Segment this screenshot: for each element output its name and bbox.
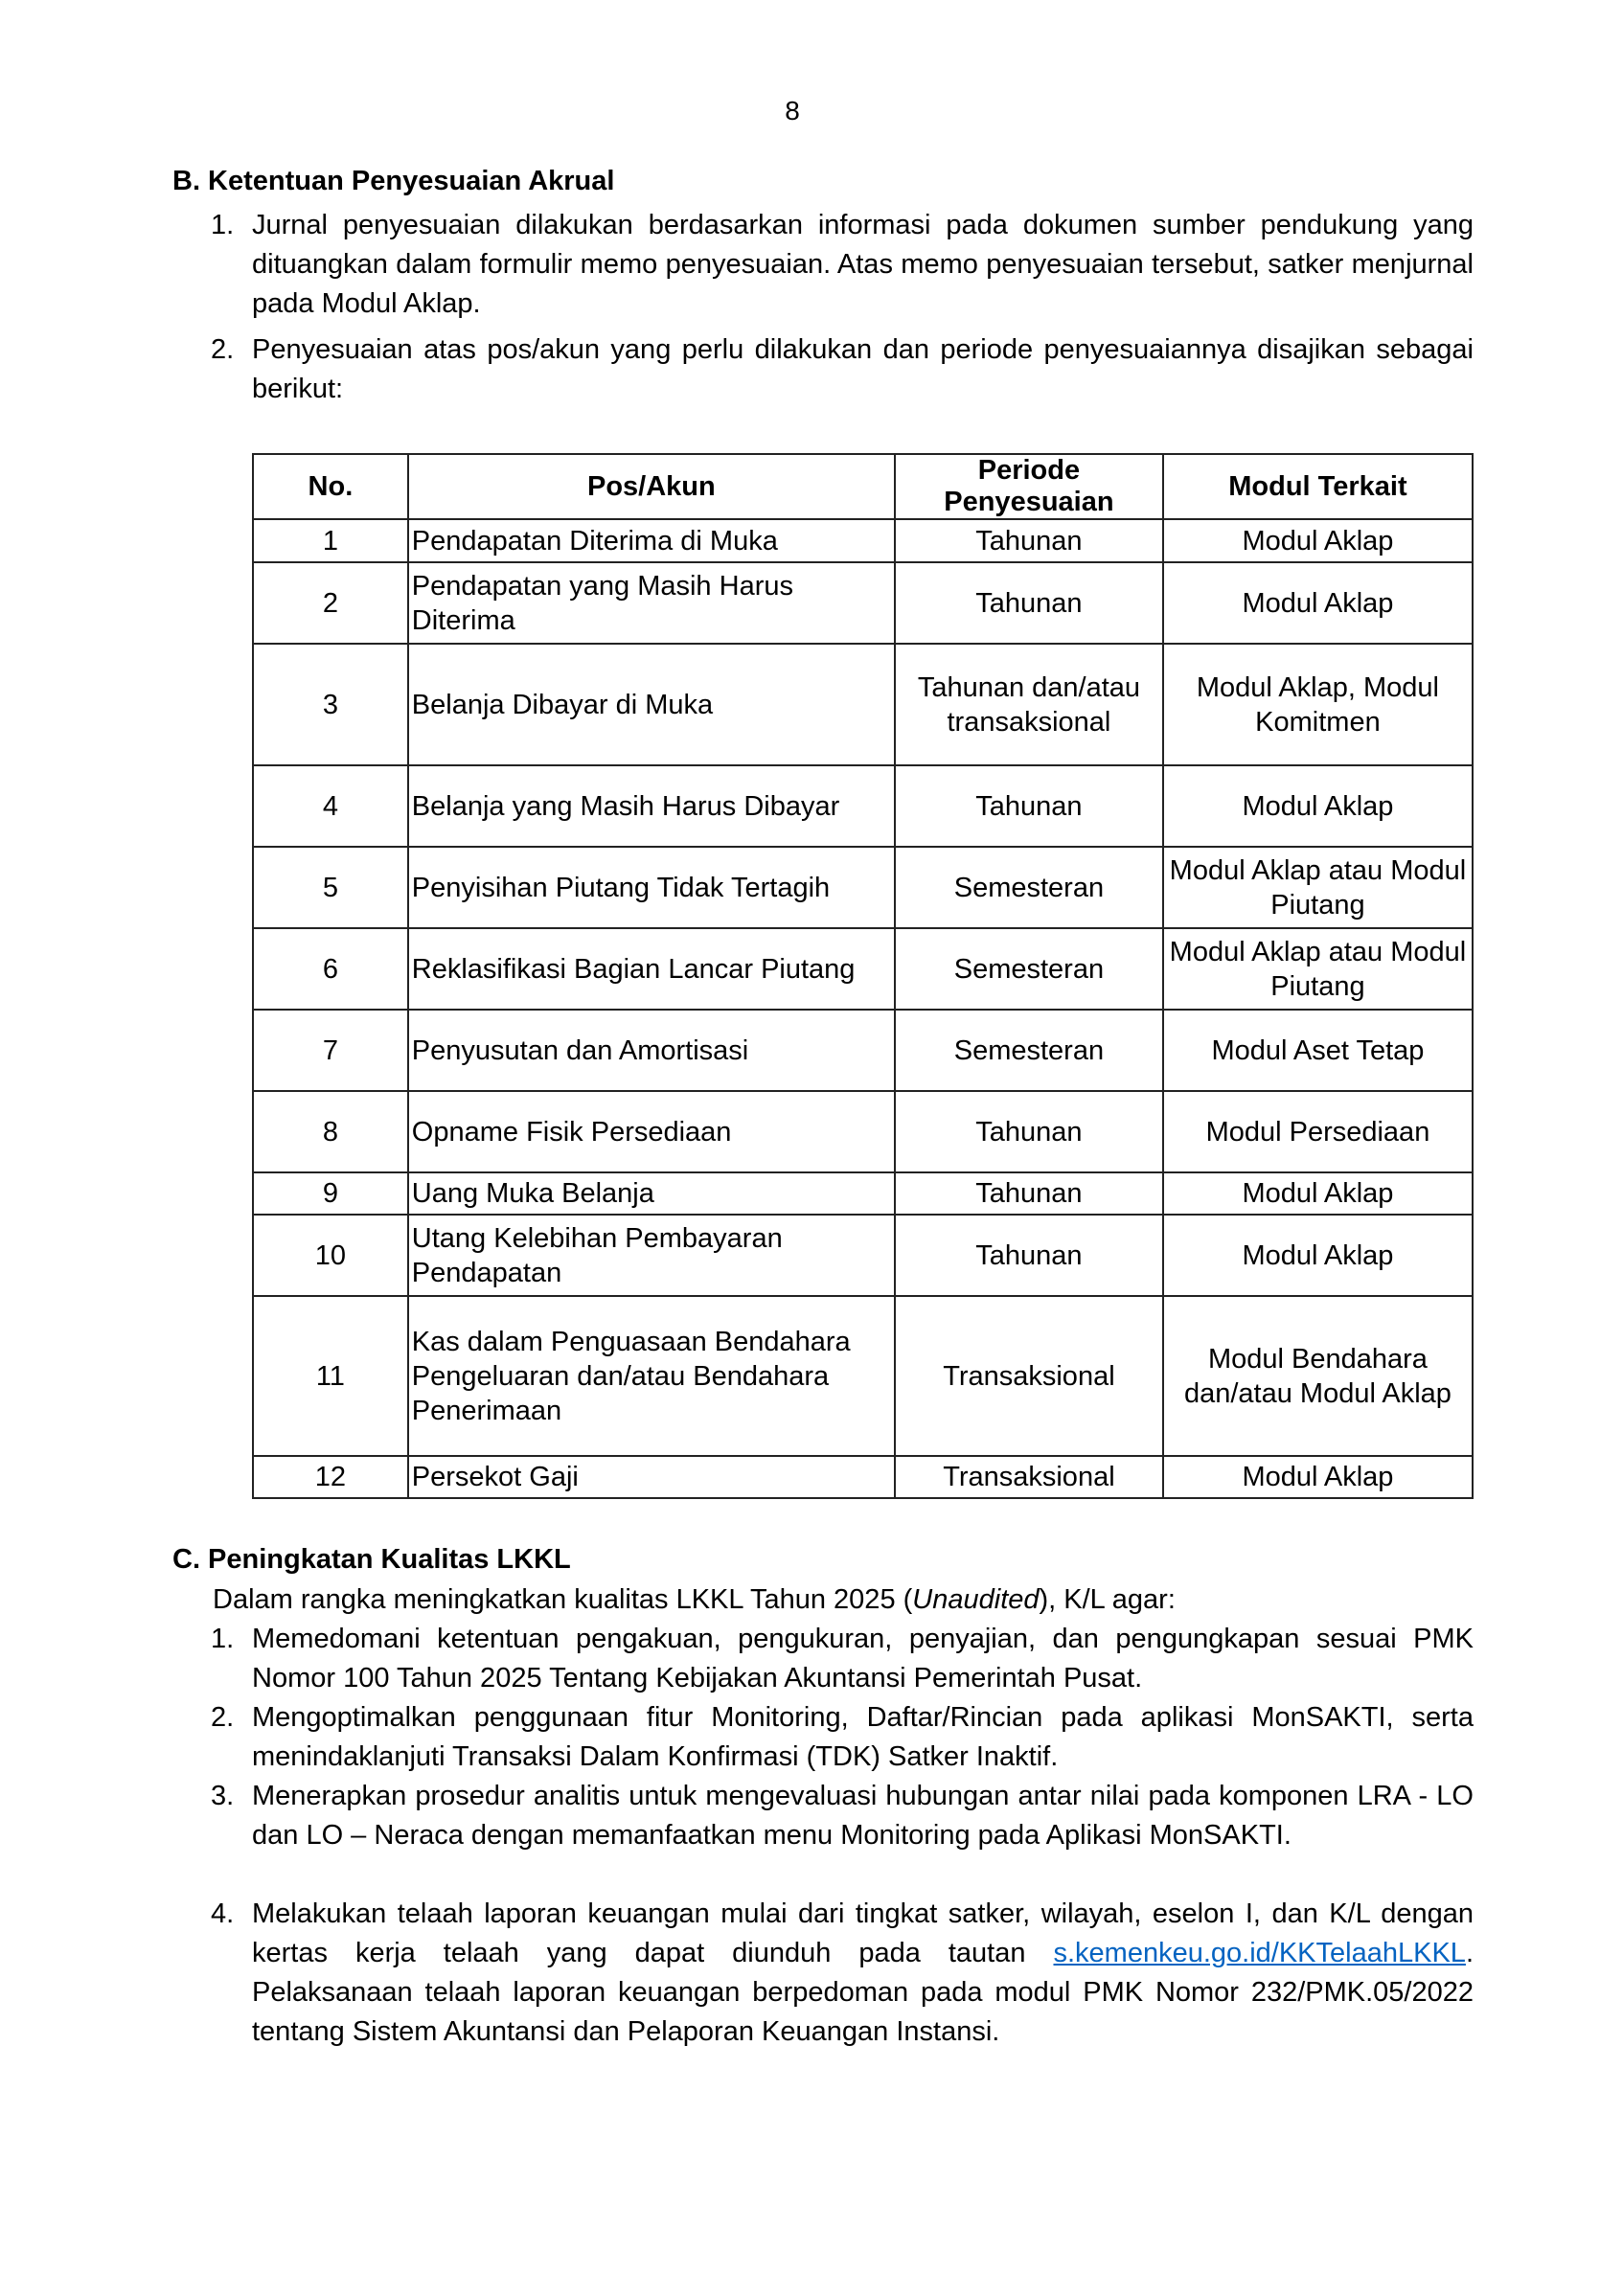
- item-text: Mengoptimalkan penggunaan fitur Monitoring, Daftar/Rincian pada aplikasi MonSAKTI, serta menindaklanjuti Transaksi Dalam Konfirmasi (TDK) Satker Inaktif.: [252, 1702, 1474, 1772]
- cell-periode: Tahunan: [895, 562, 1163, 644]
- table-row: [253, 1010, 1473, 1091]
- table-row: [253, 847, 1473, 928]
- cell-no: 1: [253, 519, 408, 562]
- cell-modul: Modul Bendahara dan/atau Modul Aklap: [1163, 1296, 1473, 1456]
- cell-modul: Modul Aklap: [1163, 1215, 1473, 1296]
- table-row: [253, 1215, 1473, 1296]
- cell-periode: Transaksional: [895, 1296, 1163, 1456]
- item-number: 1.: [211, 210, 235, 240]
- item-number: 2.: [211, 1702, 235, 1733]
- section-b-item-1: [211, 206, 1474, 324]
- cell-modul: Modul Aklap: [1163, 765, 1473, 847]
- cell-periode: Semesteran: [895, 847, 1163, 928]
- cell-modul: Modul Persediaan: [1163, 1091, 1473, 1172]
- table-header-row: [253, 454, 1473, 519]
- cell-no: 11: [253, 1296, 408, 1456]
- section-c-item-1: [211, 1620, 1474, 1698]
- cell-periode: Transaksional: [895, 1456, 1163, 1498]
- cell-no: 10: [253, 1215, 408, 1296]
- cell-pos-akun: Kas dalam Penguasaan Bendahara Pengeluaran dan/atau Bendahara Penerimaan: [408, 1296, 895, 1456]
- table-row: [253, 1296, 1473, 1456]
- item-text: Memedomani ketentuan pengakuan, pengukuran, penyajian, dan pengungkapan sesuai PMK Nomor 100 Tahun 2025 Tentang Kebijakan Akuntansi Pemerintah Pusat.: [252, 1624, 1474, 1694]
- table-row: [253, 519, 1473, 562]
- table-row: [253, 765, 1473, 847]
- item-number: 3.: [211, 1781, 235, 1811]
- section-b-heading: B. Ketentuan Penyesuaian Akrual: [172, 166, 615, 196]
- cell-pos-akun: Utang Kelebihan Pembayaran Pendapatan: [408, 1215, 895, 1296]
- intro-text-end: ), K/L agar:: [1039, 1584, 1176, 1615]
- table-row: [253, 1456, 1473, 1498]
- table-row: [253, 562, 1473, 644]
- cell-pos-akun: Uang Muka Belanja: [408, 1172, 895, 1215]
- header-periode: Periode Penyesuaian: [895, 454, 1163, 519]
- item-number: 4.: [211, 1898, 235, 1929]
- adjustment-table: [252, 453, 1474, 1499]
- table-row: [253, 1091, 1473, 1172]
- cell-modul: Modul Aklap, Modul Komitmen: [1163, 644, 1473, 765]
- intro-text: Dalam rangka meningkatkan kualitas LKKL Tahun 2025 (: [213, 1584, 913, 1615]
- cell-no: 12: [253, 1456, 408, 1498]
- cell-no: 6: [253, 928, 408, 1010]
- item-number: 1.: [211, 1624, 235, 1654]
- cell-pos-akun: Belanja Dibayar di Muka: [408, 644, 895, 765]
- item-text: Penyesuaian atas pos/akun yang perlu dilakukan dan periode penyesuaiannya disajikan sebagai berikut:: [252, 334, 1474, 404]
- cell-pos-akun: Belanja yang Masih Harus Dibayar: [408, 765, 895, 847]
- item-text: Jurnal penyesuaian dilakukan berdasarkan informasi pada dokumen sumber pendukung yang dituangkan dalam formulir memo penyesuaian. Atas memo penyesuaian tersebut, satker menjurnal pada Modul Aklap.: [252, 210, 1474, 319]
- cell-no: 3: [253, 644, 408, 765]
- cell-modul: Modul Aklap: [1163, 1172, 1473, 1215]
- cell-periode: Semesteran: [895, 928, 1163, 1010]
- section-c-item-3: [211, 1777, 1474, 1855]
- cell-pos-akun: Reklasifikasi Bagian Lancar Piutang: [408, 928, 895, 1010]
- section-c-item-2: [211, 1698, 1474, 1777]
- cell-no: 7: [253, 1010, 408, 1091]
- section-c-heading: C. Peningkatan Kualitas LKKL: [172, 1544, 571, 1575]
- cell-modul: Modul Aklap: [1163, 519, 1473, 562]
- item-text-end: . Pelaksanaan telaah laporan keuangan berpedoman pada modul PMK Nomor 232/PMK.05/2022 tentang Sistem Akuntansi dan Pelaporan Keuangan Instansi.: [252, 1938, 1474, 2047]
- item-number: 2.: [211, 334, 235, 365]
- cell-modul: Modul Aklap atau Modul Piutang: [1163, 847, 1473, 928]
- header-modul: Modul Terkait: [1163, 454, 1473, 519]
- header-no: No.: [253, 454, 408, 519]
- cell-periode: Tahunan: [895, 765, 1163, 847]
- cell-modul: Modul Aset Tetap: [1163, 1010, 1473, 1091]
- cell-periode: Tahunan: [895, 1215, 1163, 1296]
- intro-italic: Unaudited: [912, 1584, 1040, 1615]
- cell-no: 2: [253, 562, 408, 644]
- table-row: [253, 644, 1473, 765]
- item-text-start: Melakukan telaah laporan keuangan mulai dari tingkat satker, wilayah, eselon I, dan K/L dengan kertas kerja telaah yang dapat diunduh pada tautan: [252, 1898, 1474, 1968]
- cell-no: 5: [253, 847, 408, 928]
- cell-pos-akun: Penyusutan dan Amortisasi: [408, 1010, 895, 1091]
- cell-no: 9: [253, 1172, 408, 1215]
- kk-telaah-link[interactable]: s.kemenkeu.go.id/KKTelaahLKKL: [1053, 1938, 1466, 1968]
- item-text: [252, 1895, 1474, 2052]
- section-c-intro: [213, 1580, 1176, 1620]
- section-b-item-2: [211, 330, 1474, 409]
- cell-periode: Semesteran: [895, 1010, 1163, 1091]
- cell-modul: Modul Aklap atau Modul Piutang: [1163, 928, 1473, 1010]
- cell-periode: Tahunan: [895, 519, 1163, 562]
- cell-pos-akun: Opname Fisik Persediaan: [408, 1091, 895, 1172]
- section-c-item-4: [211, 1895, 1474, 2052]
- cell-pos-akun: Pendapatan yang Masih Harus Diterima: [408, 562, 895, 644]
- header-pos-akun: Pos/Akun: [408, 454, 895, 519]
- cell-no: 4: [253, 765, 408, 847]
- cell-pos-akun: Pendapatan Diterima di Muka: [408, 519, 895, 562]
- cell-pos-akun: Persekot Gaji: [408, 1456, 895, 1498]
- cell-pos-akun: Penyisihan Piutang Tidak Tertagih: [408, 847, 895, 928]
- cell-periode: Tahunan: [895, 1091, 1163, 1172]
- cell-periode: Tahunan: [895, 1172, 1163, 1215]
- cell-modul: Modul Aklap: [1163, 1456, 1473, 1498]
- cell-no: 8: [253, 1091, 408, 1172]
- table-row: [253, 928, 1473, 1010]
- table-row: [253, 1172, 1473, 1215]
- item-text: Menerapkan prosedur analitis untuk mengevaluasi hubungan antar nilai pada komponen LRA - LO dan LO – Neraca dengan memanfaatkan menu Monitoring pada Aplikasi MonSAKTI.: [252, 1781, 1474, 1851]
- page-number: 8: [785, 96, 800, 125]
- cell-periode: Tahunan dan/atau transaksional: [895, 644, 1163, 765]
- cell-modul: Modul Aklap: [1163, 562, 1473, 644]
